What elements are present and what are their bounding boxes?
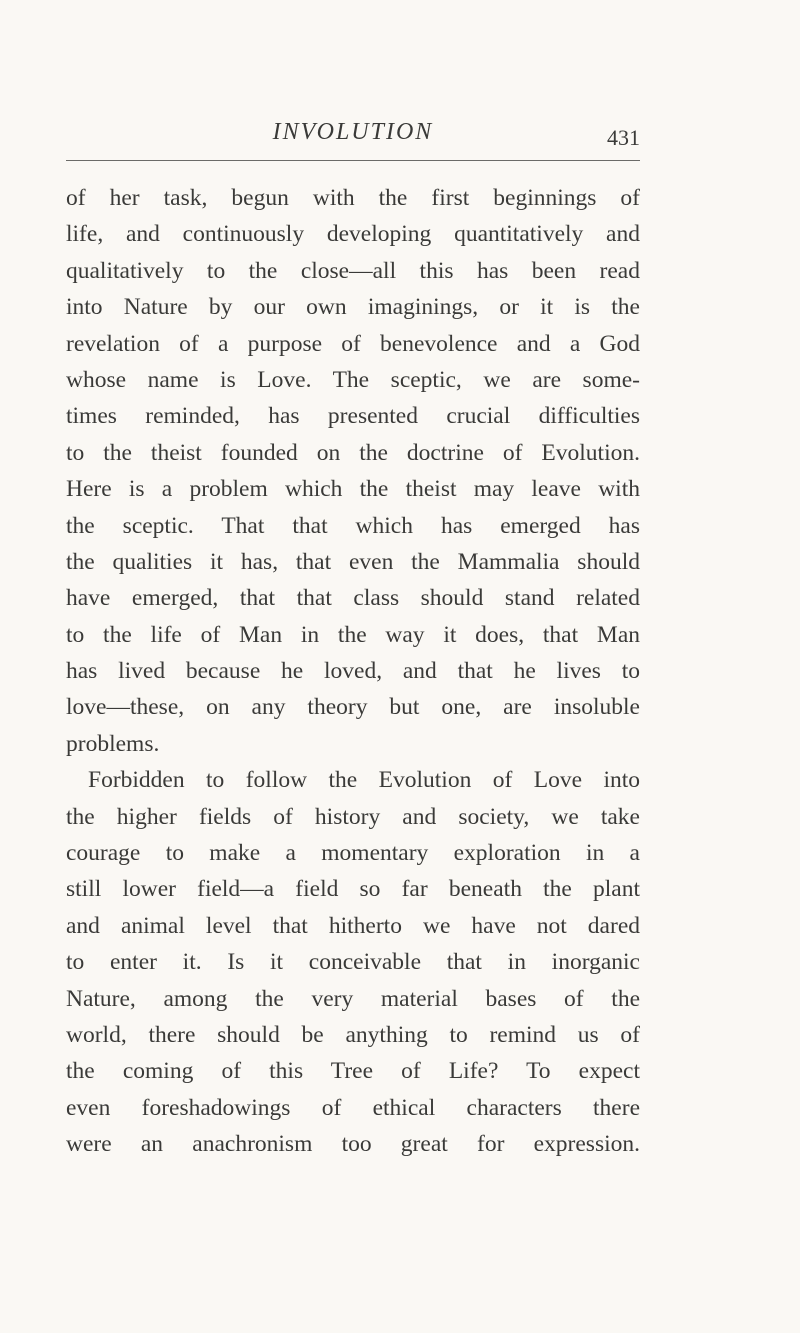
text-line: to the life of Man in the way it does, that Man [66,621,640,648]
text-line: of her task, begun with the first beginnings of [66,185,640,211]
text-line: qualitatively to the close—all this has been read [66,257,640,284]
text-line: problems. [66,730,160,757]
text-line: life, and continuously developing quantitatively and [66,221,640,248]
text-line: love—these, on any theory but one, are insoluble [66,694,640,721]
text-line: even foreshadowings of ethical characters there [66,1094,640,1121]
text-line: the coming of this Tree of Life? To expect [66,1058,640,1085]
text-line: the higher fields of history and society, we take [66,803,640,830]
text-line: the sceptic. That that which has emerged has [66,512,640,539]
text-line: into Nature by our own imaginings, or it is the [66,294,640,321]
text-line: and animal level that hitherto we have not dared [66,912,640,939]
text-line: has lived because he loved, and that he lives to [66,658,640,685]
text-line: still lower field—a field so far beneath the plant [66,876,640,903]
body-text [66,180,640,1163]
paragraph-start-line: Forbidden to follow the Evolution of Love into [88,767,640,794]
text-line: world, there should be anything to remind us of [66,1021,640,1048]
text-line: were an anachronism too great for expression. [66,1131,640,1158]
text-line: whose name is Love. The sceptic, we are some- [66,366,640,393]
text-line: Here is a problem which the theist may leave with [66,476,640,503]
header-rule [66,160,640,161]
text-line: courage to make a momentary exploration in a [66,840,640,867]
text-line: to the theist founded on the doctrine of Evolution. [66,439,640,466]
running-title: INVOLUTION [272,119,434,145]
text-line: the qualities it has, that even the Mammalia should [66,548,640,575]
text-line: revelation of a purpose of benevolence and a God [66,330,640,357]
page-header [66,118,640,158]
text-line: to enter it. Is it conceivable that in inorganic [66,949,640,976]
text-line: have emerged, that that class should stand related [66,585,640,612]
page-number: 431 [607,125,640,150]
text-line: times reminded, has presented crucial difficulties [66,403,640,430]
text-line: Nature, among the very material bases of the [66,985,640,1012]
